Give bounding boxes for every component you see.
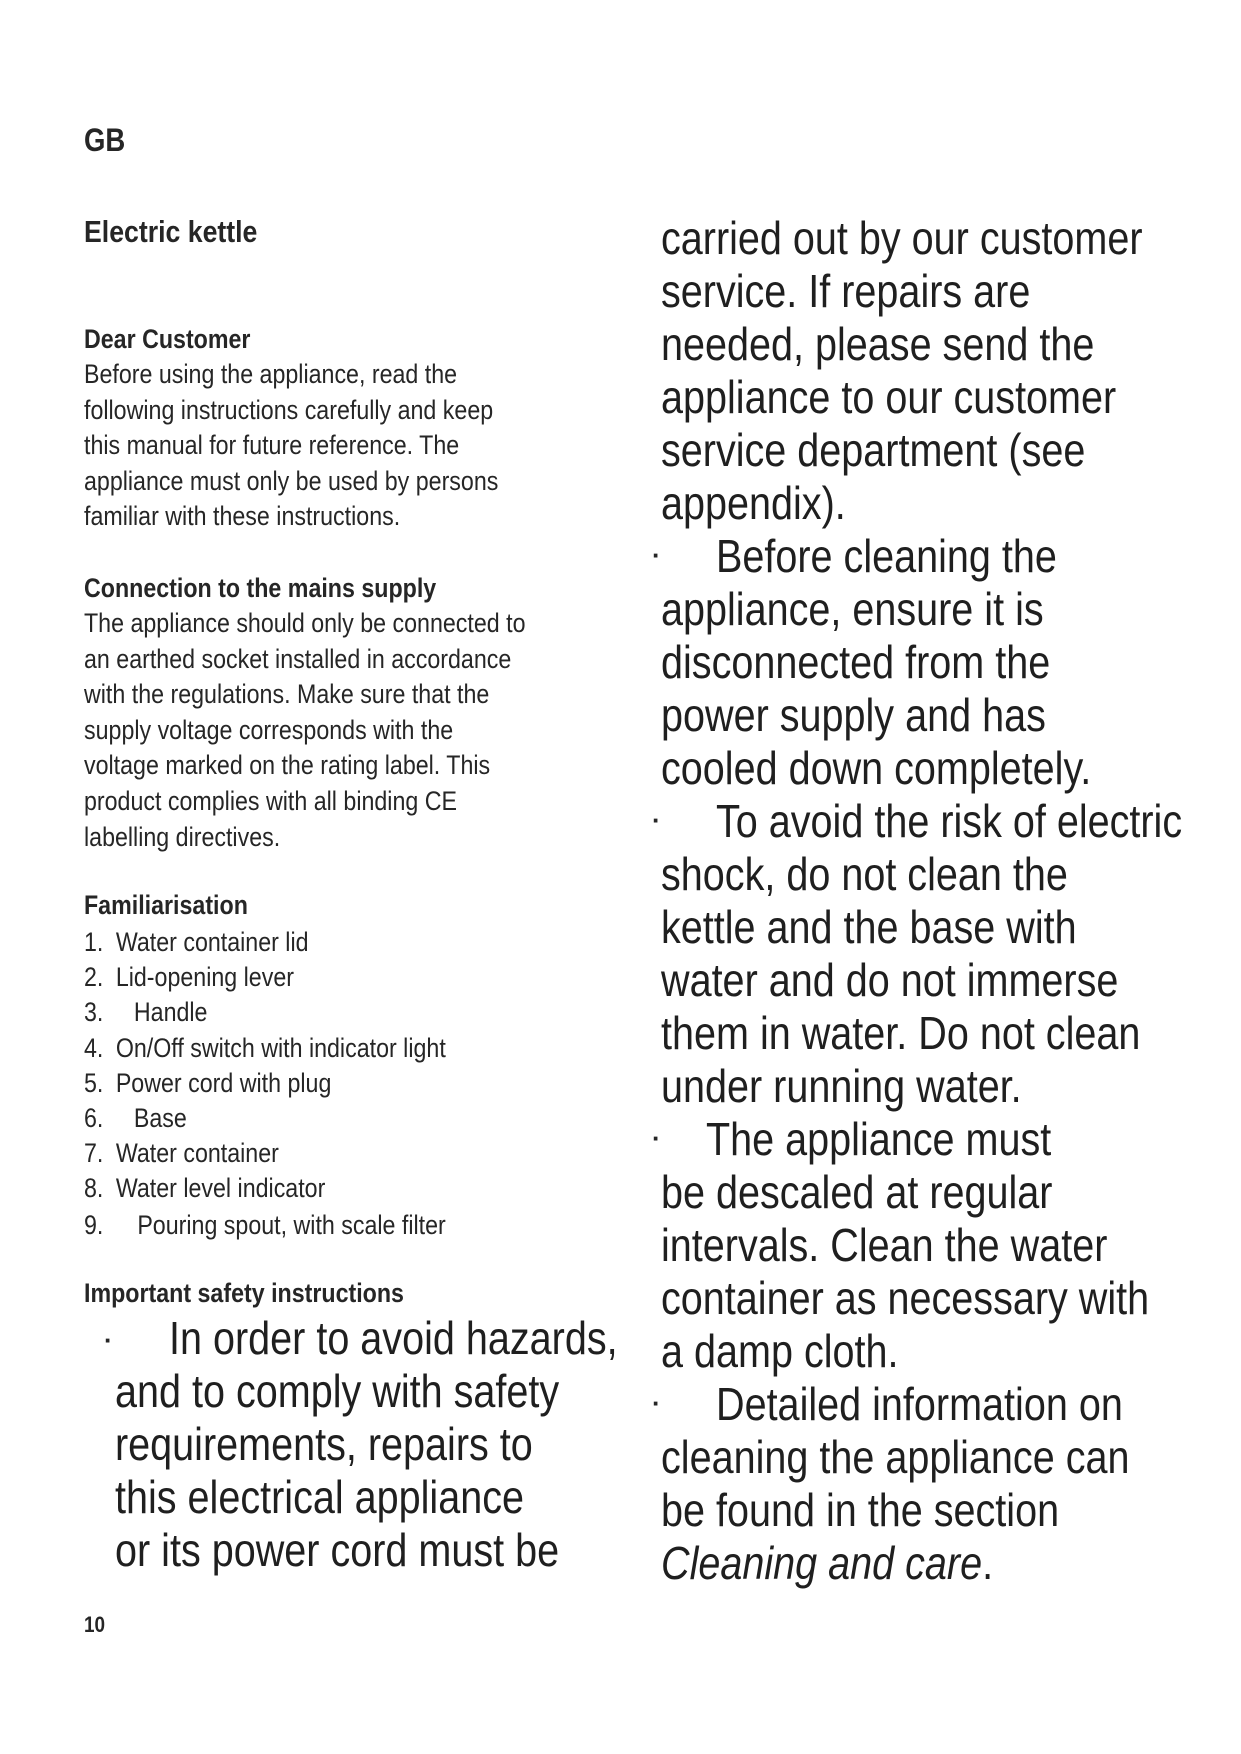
safety-bullet-2-first-line: Before cleaning the <box>716 530 1057 582</box>
safety-bullet-1-first-line: In order to avoid hazards, <box>169 1312 618 1364</box>
bullet-marker: · <box>652 805 661 835</box>
section-heading-dear-customer: Dear Customer <box>84 324 251 354</box>
language-code: GB <box>84 122 126 158</box>
cross-reference-cleaning-and-care: Cleaning and care <box>661 1537 983 1589</box>
document-title: Electric kettle <box>84 214 258 249</box>
safety-left-text: and to comply with safety requirements, repairs to this electrical appliance or its power cord must be <box>115 1365 560 1576</box>
mains-text: The appliance should only be connected to an earthed socket installed in accordance with the regulations. Make sure that the supply voltage corresponds with the voltage marked on the rating label. This product complies with all binding CE labelling directives. <box>84 608 526 852</box>
dear-customer-text: Before using the appliance, read the following instructions carefully and keep this manual for future reference. The appliance must only be used by persons familiar with these instructions. <box>84 359 499 532</box>
bullet-marker: · <box>652 1123 661 1153</box>
safety-bullet-4-text: be descaled at regular intervals. Clean the water container as necessary with a damp cloth. <box>661 1166 1150 1377</box>
section-heading-mains: Connection to the mains supply <box>84 573 437 603</box>
page-number: 10 <box>84 1612 106 1637</box>
safety-bullet-1-continued: carried out by our customer service. If repairs are needed, please send the appliance to our customer service department (see appendix). <box>661 212 1143 529</box>
safety-bullet-5-text: cleaning the appliance can be found in the section Cleaning and care. <box>661 1431 1130 1589</box>
bullet-marker: · <box>104 1325 113 1355</box>
safety-bullet-3-first-line: To avoid the risk of electric <box>716 795 1183 847</box>
safety-bullet-3-text: shock, do not clean the kettle and the base with water and do not immerse them in water. Do not clean under running water. <box>661 848 1141 1112</box>
section-heading-safety: Important safety instructions <box>84 1278 404 1308</box>
bullet-marker: · <box>652 540 661 570</box>
safety-bullet-2-text: appliance, ensure it is disconnected from the power supply and has cooled down completely. <box>661 583 1092 794</box>
safety-bullet-5-first-line: Detailed information on <box>716 1378 1123 1430</box>
section-heading-familiarisation: Familiarisation <box>84 890 248 920</box>
safety-bullet-4-first-line: The appliance must <box>706 1113 1052 1165</box>
bullet-marker: · <box>652 1388 661 1418</box>
